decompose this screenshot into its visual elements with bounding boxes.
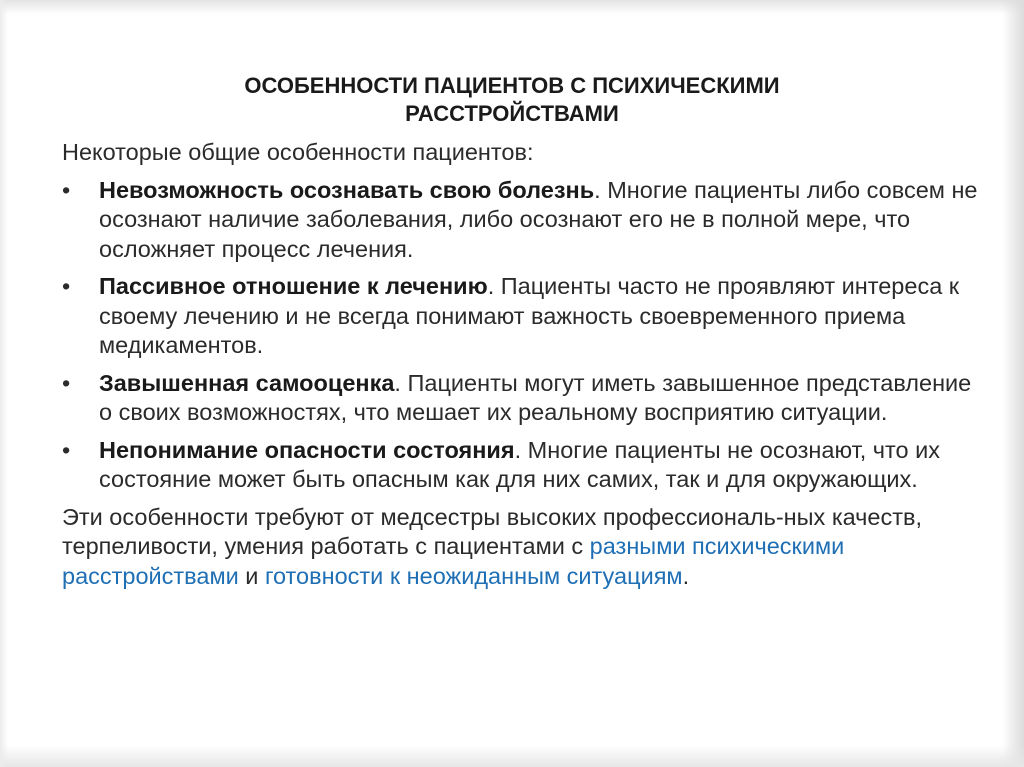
closing-paragraph — [62, 503, 982, 592]
intro-text: Некоторые общие особенности пациентов: — [62, 139, 534, 165]
bullet-list — [62, 176, 982, 495]
frame-shadow-bottom — [0, 745, 1024, 767]
list-item — [62, 436, 982, 495]
bullet-heading: Непонимание опасности состояния — [99, 436, 515, 463]
bullet-text: . Многие пациенты либо совсем не осознают наличие заболевания, либо осознают его не в полной мере, что осложняет процесс лечения. — [99, 176, 978, 262]
frame-shadow-top — [0, 0, 1024, 14]
bullet-icon: • — [62, 369, 71, 396]
bullet-text: . Пациенты часто не проявляют интереса к своему лечению и не всегда понимают важность своевременного приема медикаментов. — [99, 273, 960, 358]
bullet-heading: Невозможность осознавать свою болезнь — [99, 176, 595, 203]
closing-text-part-1: Эти особенности требуют от медсестры высоких профессиональ-ных качеств, терпеливости, умения работать с пациентами с — [62, 503, 923, 559]
list-item — [62, 176, 982, 265]
bullet-heading: Пассивное отношение к лечению — [99, 273, 488, 299]
frame-shadow-right — [1002, 0, 1024, 767]
frame-shadow-left — [0, 0, 8, 767]
slide-title — [100, 72, 924, 128]
slide-title-line-2: РАССТРОЙСТВАМИ — [405, 101, 619, 126]
bullet-icon: • — [62, 436, 71, 463]
list-item — [62, 272, 982, 361]
slide-title-line-1: ОСОБЕННОСТИ ПАЦИЕНТОВ С ПСИХИЧЕСКИМИ — [244, 73, 780, 98]
closing-text-part-3: . — [682, 562, 690, 589]
bullet-heading: Завышенная самооценка — [99, 369, 395, 396]
bullet-text: . Пациенты могут иметь завышенное представление о своих возможностях, что мешает их реальному восприятию ситуации. — [99, 369, 972, 425]
list-item — [62, 369, 982, 428]
bullet-icon: • — [62, 176, 71, 203]
bullet-text: . Многие пациенты не осознают, что их состояние может быть опасным как для них самих, так и для окружающих. — [99, 436, 941, 492]
highlight-disorders: разными психическими расстройствами — [62, 533, 845, 589]
highlight-readiness: готовности к неожиданным ситуациям — [264, 562, 683, 589]
bullet-icon: • — [62, 273, 71, 299]
closing-text-part-2: и — [238, 562, 265, 589]
slide-content — [62, 138, 982, 591]
